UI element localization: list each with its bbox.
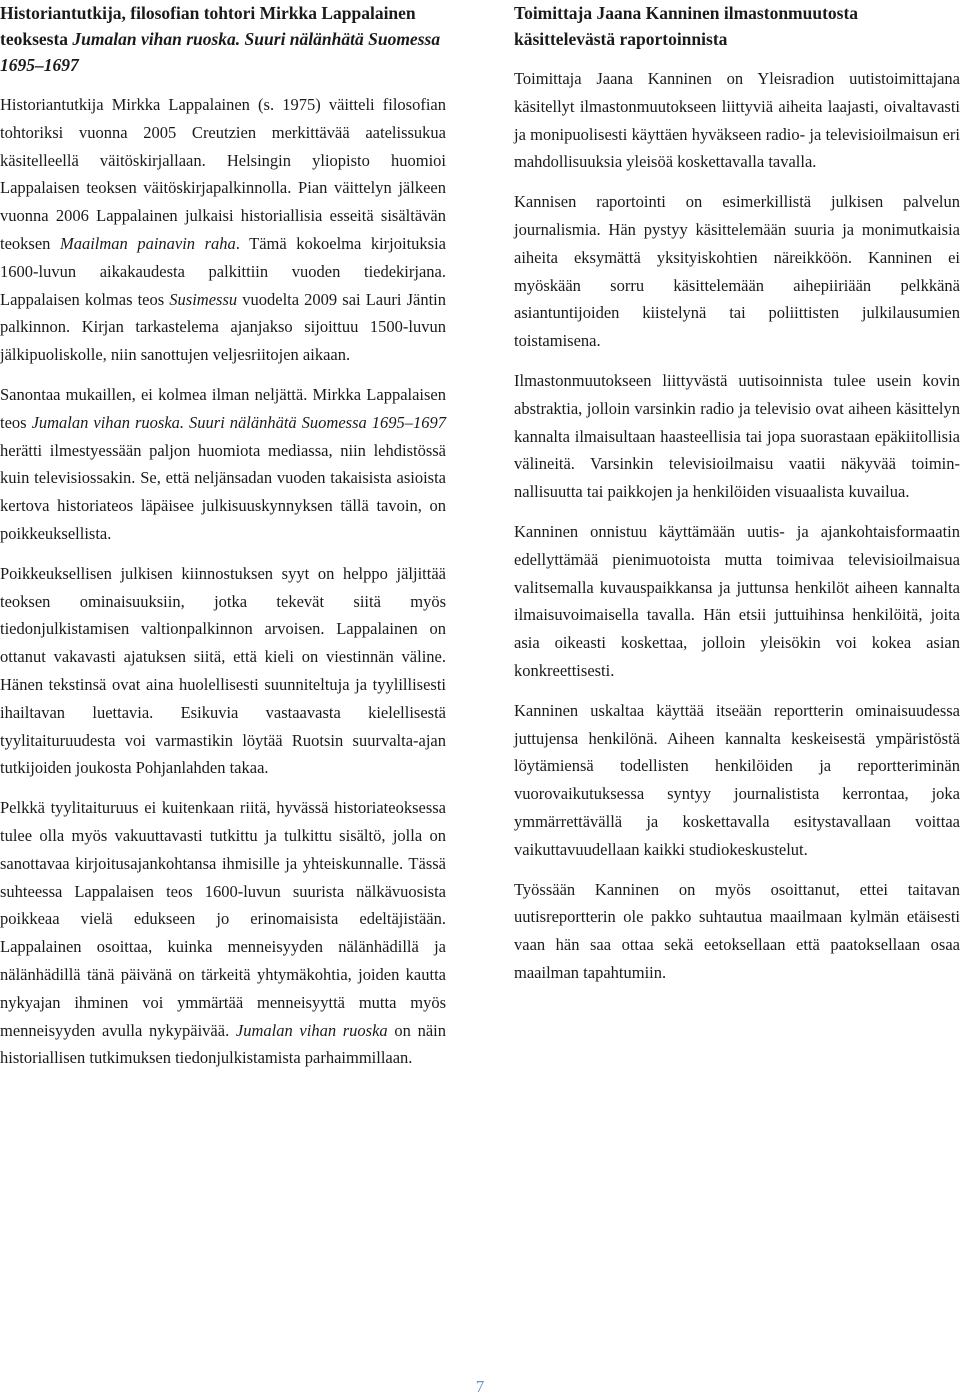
italic-title-run: Jumalan vihan ruoska — [235, 1020, 388, 1040]
right-article — [514, 0, 960, 999]
right-article-paragraph-6: Työssään Kanninen on myös osoittanut, ettei taitavan uutisreportterin ole pakko suhtautua maailmaan kylmän etäisesti vaan hän saa ottaa sekä eetoksellaan että paatoksellaan osaa maailman tapahtumiin. — [514, 879, 960, 982]
left-article-paragraph-3: Poikkeuksellisen julkisen kiinnostuksen syyt on helppo jäljittää teoksen ominaisuuksiin, jotka tekevät siitä myös tiedonjulkistamisen valtionpalkinnon arvoisen. Lappalainen on ottanut vakavasti ajatuksen siitä, että kieli on viestinnän väline. Hänen tekstinsä ovat aina huolellisesti suunniteltuja ja tyylillisesti ihailtavan luettavia. Esikuvia vastaavasta kielellisestä tyylitaituruudesta voi varmastikin löytää Ruotsin suurvalta-ajan tutkijoiden joukosta Pohjanlahden takaa. — [0, 563, 446, 778]
italic-title-run: Maailman painavin raha — [59, 233, 236, 253]
italic-title-run: Susimessu — [169, 289, 238, 309]
right-article-paragraph-5: Kanninen uskaltaa käyttää itseään reportterin ominaisuudessa juttujensa henkilönä. Aiheen kannalta keskeisestä ympäristöstä löytämiensä todellisten henkilöiden ja reportteriminän vuorovaikutuksessa syntyy journalistista kerrontaa, joka ymmärrettävällä ja koskettavalla esitystavallaan voittaa vaikuttavuudellaan kaikki studiokeskustelut. — [514, 700, 960, 859]
left-article-paragraph-1: Historiantutkija Mirkka Lappalainen (s. 1975) väitteli filosofian tohtoriksi vuonna 2005 Creutzien merkittävää aatelissukua käsitelleellä väitöskirjallaan. Helsingin yliopisto huomioi Lappalaisen teoksen väitöskirjapalkinnolla. Pian väittelyn jälkeen vuonna 2006 Lappalainen julkaisi historiallisia esseitä sisältävän teoksen Maailman painavin raha. Tämä kokoelma kirjoituksia 1600-luvun aikakaudesta palkittiin vuoden tiedekirjana. Lappalaisen kolmas teos Susimessu vuodelta 2009 sai Lauri Jäntin palkinnon. Kirjan tarkastelema ajanjakso sijoittuu 1500-luvun jälkipuoliskolle, niin sanottujen veljesriitojen aikaan. — [0, 95, 447, 365]
right-article-paragraph-3: Ilmastonmuutokseen liittyvästä uutisoinnista tulee usein kovin abstraktia, jolloin varsinkin radio ja televisio ovat aiheen käsittelyn kannalta ilmaisultaan haasteellisia tai jopa suorastaan epäkiitollisia välineitä. Varsinkin televisioilmaisu vaatii näkyvää toiminnallisuutta tai paikkojen ja henkilöiden visuaalista kuvailua. — [514, 370, 960, 502]
italic-title-run: Jumalan vihan ruoska. Suuri nälänhätä Suomessa 1695–1697 — [31, 412, 446, 432]
italic-title-run: Jumalan vihan ruoska. Suuri nälänhätä Suomessa 1695–1697 — [0, 29, 441, 75]
left-article-paragraph-2: Sanontaa mukaillen, ei kolmea ilman neljättä. Mirkka Lappalaisen teos Jumalan vihan ruoska. Suuri nälänhätä Suomessa 1695–1697 herätti ilmestyessään paljon huomiota mediassa, niin lehdistössä kuin televisiossakin. Se, että neljänsadan vuoden takaisista asioista kertova historiateos läpäisee julkisuuskynnyksen tällä tavoin, on poikkeuksellista. — [0, 384, 446, 543]
right-article-heading: Toimittaja Jaana Kanninen ilmastonmuutosta käsittelevästä raportoinnista — [514, 3, 859, 49]
left-article-heading: Historiantutkija, filosofian tohtori Mirkka Lappalainen teoksesta Jumalan vihan ruoska. Suuri nälänhätä Suomessa 1695–1697 — [0, 3, 441, 75]
right-article-paragraph-1: Toimittaja Jaana Kanninen on Yleisradion uutistoimittajana käsitellyt ilmastonmuutokseen liittyviä aiheita laajasti, oivaltavasti ja monipuolisesti käyttäen hyväkseen radio- ja televisioilmaisun eri mahdollisuuksia yleisöä koskettavalla tavalla. — [514, 69, 960, 172]
right-article-paragraph-2: Kannisen raportointi on esimerkillistä julkisen palvelun journalismia. Hän pystyy käsittelemään suuria ja monimutkaisia aiheita eksymättä yksityiskohtien näreikköön. Kanninen ei myöskään sorru käsittelemään aihepiiriään pelkkänä asiantuntijoiden kiistelynä tai poliittisten julkilausumien toistamisena. — [514, 192, 960, 351]
left-article-paragraph-4: Pelkkä tyylitaituruus ei kuitenkaan riitä, hyvässä historiateoksessa tulee olla myös vakuuttavasti tutkittu ja tulkittu sisältö, jolla on sanottavaa kirjoitusajankohtansa ihmisille ja yhteiskunnalle. Tässä suhteessa Lappalaisen teos 1600-luvun suurista nälkävuosista poikkeaa vielä edukseen jo erinomaisista edeltäjistään. Lappalainen osoittaa, kuinka menneisyyden nälänhädillä ja nälänhädillä tänä päivänä on tärkeitä yhtymäkohtia, joiden kautta nykyajan ihminen voi ymmärtää menneisyyttä mutta myös menneisyyden avulla nykypäivää. Jumalan vihan ruoska on näin historiallisen tutkimuksen tiedonjulkistamista parhaimmillaan. — [0, 798, 446, 1068]
right-article-paragraph-4: Kanninen onnistuu käyttämään uutis- ja ajankohtaisformaatin edellyttämää pienimuotoista mutta toimivaa televisioilmaisua valitsemalla kuvauspaikkansa ja juttunsa henkilöt aiheen kannalta ilmaisuvoimaisella tavalla. Hän etsii juttuihinsa henkilöitä, joita asia oikeasti koskettaa, jolloin yleisökin voi kokea asian konkreettisesti. — [514, 521, 960, 680]
left-article — [0, 0, 446, 1084]
page-number: 7 — [475, 1377, 485, 1396]
